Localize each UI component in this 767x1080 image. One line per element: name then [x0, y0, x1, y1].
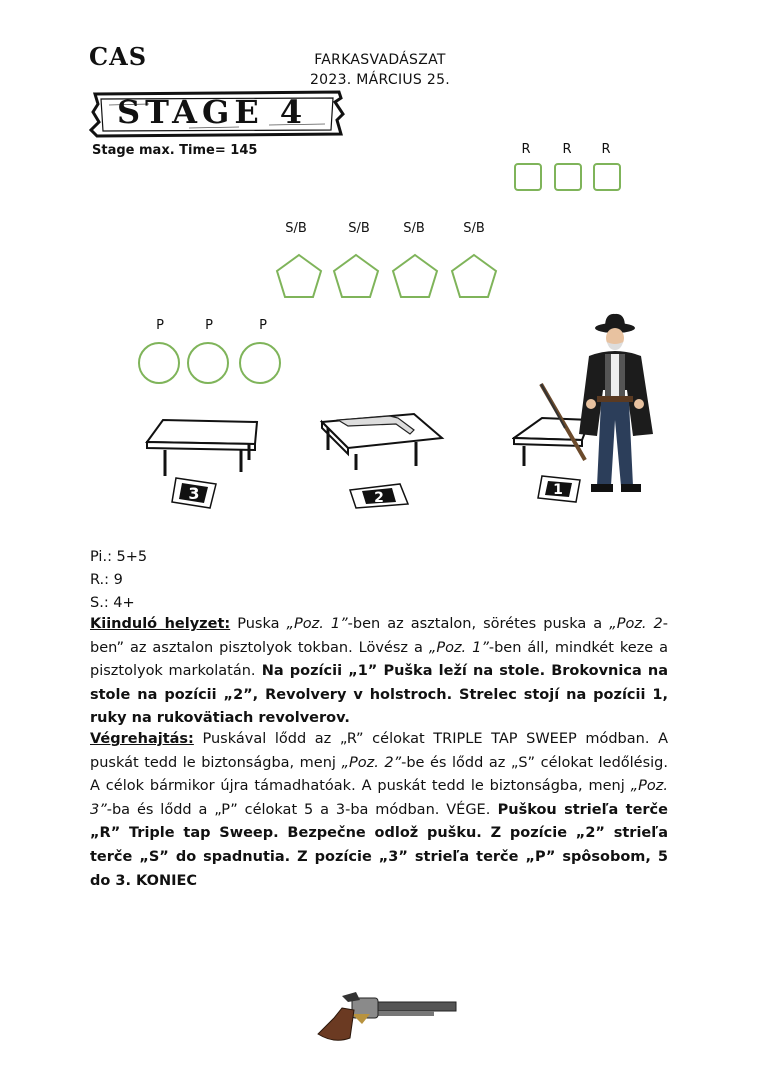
shotgun-rounds: S.: 4+	[90, 595, 135, 611]
shotgun-target-label: S/B	[403, 221, 425, 236]
pistol-target	[138, 342, 180, 384]
rifle-target	[514, 163, 542, 191]
revolver-icon	[312, 988, 458, 1044]
rifle-target	[554, 163, 582, 191]
rifle-target	[593, 163, 621, 191]
pistol-target-label: P	[156, 318, 164, 333]
shotgun-target-label: S/B	[348, 221, 370, 236]
shotgun-target	[452, 255, 496, 297]
shotgun-target	[393, 255, 437, 297]
rifle-target-label: R	[562, 142, 572, 157]
stage-banner	[89, 90, 345, 138]
pistol-target-label: P	[205, 318, 213, 333]
pistol-target	[239, 342, 281, 384]
exec-heading: Végrehajtás:	[90, 731, 194, 747]
pistol-target	[187, 342, 229, 384]
event-name: FARKASVADÁSZAT	[314, 52, 446, 68]
shotgun-target	[334, 255, 378, 297]
shotgun-targets	[272, 252, 512, 302]
position-number: 1	[553, 482, 563, 498]
shotgun-target-label: S/B	[463, 221, 485, 236]
position-number: 2	[374, 490, 384, 506]
position-number: 3	[188, 484, 200, 503]
rifle-rounds: R.: 9	[90, 572, 123, 588]
stage-max-time: Stage max. Time= 145	[92, 143, 258, 158]
execution-paragraph: Végrehajtás: Puskával lődd az „R” célokat TRIPLE TAP SWEEP módban. A puskát tedd le biztonságba, menj „Poz. 2”-be és lődd az „S” célokat ledőlésig. A célok bármikor újra támadhatóak. A puskát tedd le biztonságba, menj „Poz. 3”-ba és lődd a „P” célokat 5 a 3-ba módban. VÉGE. Puškou strieľa terče „R” Triple tap Sweep. Bezpečne odlož pušku. Z pozície „2” strieľa terče „S” do spadnutia. Z pozície „3” strieľa terče „P” spôsobom, 5 do 3. KONIEC	[90, 731, 668, 889]
start-heading: Kiinduló helyzet:	[90, 616, 231, 632]
event-date: 2023. MÁRCIUS 25.	[309, 72, 451, 88]
position-marker	[348, 482, 410, 510]
position-marker	[170, 476, 220, 510]
cowboy-shooter-icon	[535, 310, 660, 500]
shotgun-target-label: S/B	[285, 221, 307, 236]
stage-title: STAGE 4	[117, 93, 308, 131]
cas-logo: CAS	[89, 42, 148, 71]
start-position-paragraph: Kiinduló helyzet: Puska „Poz. 1”-ben az asztalon, sörétes puska a „Poz. 2-ben” az asztalon pisztolyok tokban. Lövész a „Poz. 1”-ben áll, mindkét keze a pisztolyok markolatán. Na pozícii „1” Puška leží na stole. Brokovnica na stole na pozícii „2”, Revolvery v holstroch. Strelec stojí na pozícii 1, ruky na rukovätiach revolverov.	[90, 616, 669, 727]
rifle-target-label: R	[601, 142, 611, 157]
pistol-rounds: Pi.: 5+5	[90, 549, 148, 565]
shotgun-target	[277, 255, 321, 297]
rifle-target-label: R	[521, 142, 531, 157]
pistol-target-label: P	[259, 318, 267, 333]
